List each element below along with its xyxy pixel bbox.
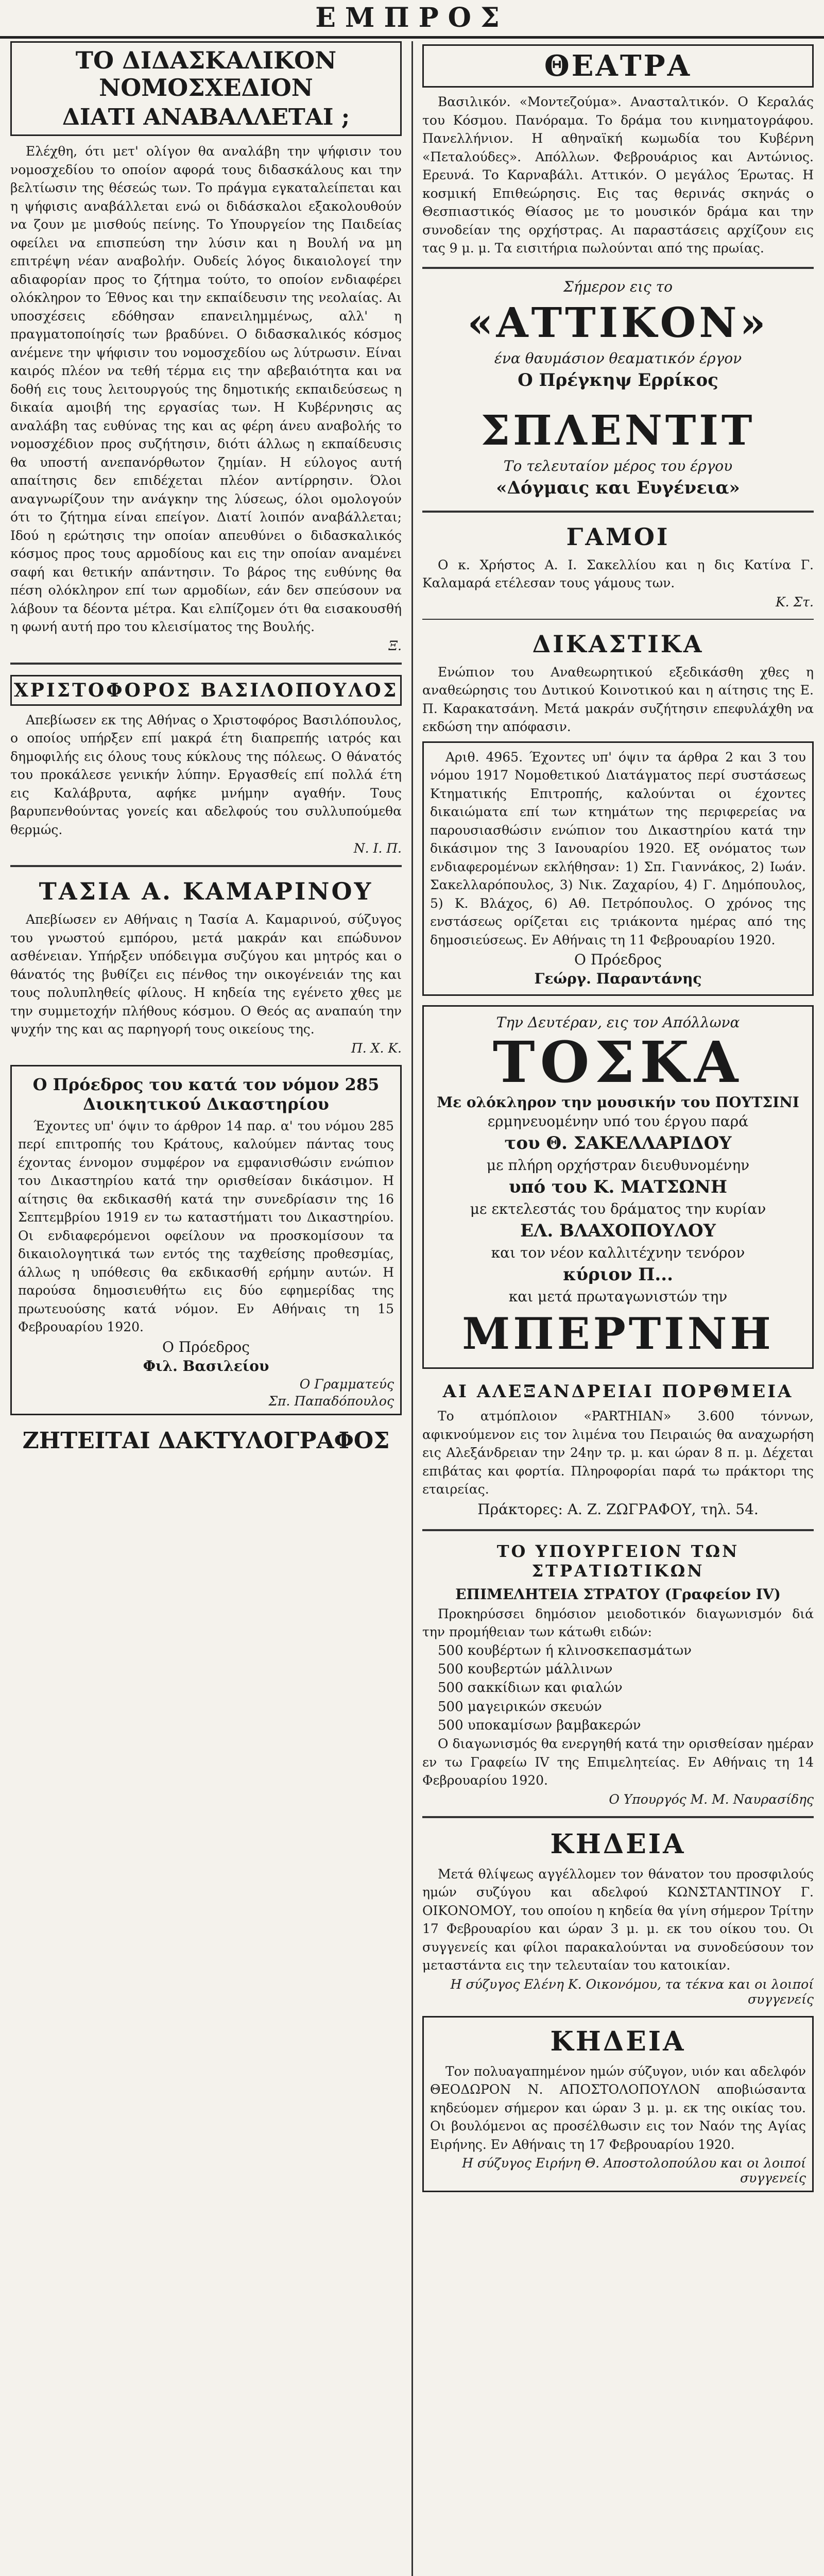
- divider: [422, 619, 814, 620]
- ministry-subtitle: ΕΠΙΜΕΛΗΤΕΙΑ ΣΤΡΑΤΟΥ (Γραφείον IV): [455, 1585, 781, 1603]
- divider: [422, 267, 814, 269]
- theatre-body: Βασιλικόν. «Μοντεζούμα». Ανασταλτικόν. Ο Κεραλάς του Κόσμου. Πανόραμα. Το δράμα του κινηματογράφου. Πανελλήνιον. Η αθηναϊκή κωμωδία του Κυβέρνη «Πεταλούδες». Απόλλων. Φεβρουάριος και Αντώνιος. Ερευνά. Το Καρναβάλι. Αττικόν. Ο μεγάλος Έρωτας. Η κοσμική Επιθεώρησις. Εις τας θερινάς σκηνάς ο Θεσπιαστικός Θίασος με το μουσικόν δράμα και την συνοδείαν της ορχήστρας. Αι παραστάσεις αρχίζουν εις τας 9 μ. μ. Τα εισιτήρια πωλούνται από της πρωίας.: [422, 94, 814, 256]
- court-notice: [10, 1065, 402, 1415]
- tosca-kicker: Την Δευτέραν, εις τον Απόλλωνα: [496, 1014, 740, 1031]
- column-rule: [411, 41, 413, 2576]
- tosca-title-2: ΜΠΕΡΤΙΝΗ: [462, 1308, 774, 1359]
- courts-notice: [422, 741, 814, 996]
- right-column: [422, 41, 814, 2576]
- obituary-signature: Ν. Ι. Π.: [353, 841, 402, 856]
- courts-name: Γεώργ. Παραντάνης: [534, 970, 702, 987]
- masthead: ΕΜΠΡΟΣ: [0, 0, 824, 39]
- tosca-singer: ΕΛ. ΒΛΑΧΟΠΟΥΛΟΥ: [520, 1221, 716, 1241]
- obituary-kamarinou: [10, 874, 402, 1056]
- attikon-today: Σήμερον εις το: [563, 278, 673, 295]
- splendit-film: «Δόγμαις και Ευγένεια»: [496, 477, 740, 498]
- editorial-signature: Ξ.: [388, 638, 402, 653]
- wanted-ad: [10, 1425, 402, 1457]
- divider: [10, 663, 402, 665]
- list-item: 500 μαγειρικών σκευών: [438, 1699, 602, 1715]
- divider: [422, 1816, 814, 1818]
- obituary-signature: Π. Χ. Κ.: [351, 1040, 402, 1056]
- theatre-title: ΘΕΑΤΡΑ: [422, 44, 814, 88]
- notice-title: Ο Πρόεδρος του κατά τον νόμον 285 Διοικητικού Δικαστηρίου: [32, 1074, 380, 1114]
- courts-body-2: Αριθ. 4965. Έχοντες υπ' όψιν τα άρθρα 2 και 3 του νόμου 1917 Νομοθετικού Διατάγματος περί συστάσεως Κτηματικής Επιτροπής, καλούνται οι έχοντες δικαιώματα επί των κτημάτων της περιφερείας να παρουσιασθώσιν ενώπιον του Δικαστηρίου κατά την δικάσιμον της 3 Ιανουαρίου 1920. Εξ ονόματος των ενδιαφερομένων εκλήθησαν: 1) Σπ. Γιαννάκος, 2) Ιωάν. Σακελλαρόπουλος, 3) Νικ. Ζαχαρίου, 4) Γ. Δημόπουλος, 5) Κ. Βλάχος, 6) Αθ. Πετρόπουλος. Ο χρόνος της ενστάσεως ορίζεται εις τριάκοντα ημέρας από της δημοσιεύσεως. Εν Αθήναις τη 11 Φεβρουαρίου 1920.: [430, 749, 806, 947]
- splendit-line: Το τελευταίον μέρος του έργου: [503, 457, 733, 474]
- funeral-body: Τον πολυαγαπημένον ημών σύζυγον, υιόν και αδελφόν ΘΕΟΔΩΡΟΝ Ν. ΑΠΟΣΤΟΛΟΠΟΥΛΟΝ αποβιώσαντα κηδεύομεν σήμερον και ώραν 3 μ. μ. εκ της οικίας του. Οι βουλόμενοι ας προσέλθωσιν εις τον Ναόν της Αγίας Ειρήνης. Εν Αθήναις τη 17 Φεβρουαρίου 1920.: [430, 2063, 806, 2152]
- divider: [10, 865, 402, 867]
- tosca-conductor: υπό του Κ. ΜΑΤΣΩΝΗ: [508, 1177, 728, 1197]
- list-item: 500 κουβερτών μάλλινων: [438, 1661, 613, 1677]
- attikon-name: «ΑΤΤΙΚΟΝ»: [467, 298, 769, 347]
- tosca-line-6: και μετά πρωταγωνιστών την: [508, 1288, 728, 1305]
- shipping-body: Το ατμόπλοιον «PARTHIAN» 3.600 τόννων, αφικνούμενον εις τον λιμένα του Πειραιώς θα αναχωρήση εις Αλεξάνδρειαν την 24ην τρ. μ. και ώραν 8 π. μ. Δέχεται επιβάτας και φορτία. Πληροφορίαι παρά τω πράκτορι της εταιρείας.: [422, 1409, 814, 1497]
- notice-role-secretary: Ο Γραμματεύς: [299, 1376, 394, 1392]
- theatre-section: [422, 41, 814, 258]
- ministry-title: ΤΟ ΥΠΟΥΡΓΕΙΟΝ ΤΩΝ ΣΤΡΑΤΙΩΤΙΚΩΝ: [496, 1541, 740, 1581]
- courts-body-1: Ενώπιον του Αναθεωρητικού εξεδικάσθη χθες η αναθεώρησις του Δυτικού Κοινοτικού και η αίτησις της Ε. Π. Καρακατσάνη. Μετά μακράν συζήτησιν επεφυλάχθη να εκδώση την απόφασιν.: [422, 664, 814, 734]
- editorial-body: Ελέχθη, ότι μετ' ολίγον θα αναλάβη την ψήφισιν του νομοσχεδίου το οποίον αφορά τους διδασκάλους και την βελτίωσιν της θέσεώς των. Το πράγμα εγκαταλείπεται και η ψήφισις αναβάλλεται ενώ οι διδάσκαλοι εξακολουθούν να ζουν με μισθούς πείνης. Το Υπουργείον της Παιδείας οφείλει να επισπεύση την λύσιν και η Βουλή να μη επιτρέψη νέαν αναβολήν. Ουδείς λόγος δικαιολογεί την αδιαφορίαν προς το ζήτημα τούτο, το οποίον ενδιαφέρει ολόκληρον το Έθνος και την εκπαίδευσιν της νεολαίας. Αι υποσχέσεις εδόθησαν επανειλημμένως, αλλ' η πραγματοποίησίς των βραδύνει. Ο διδασκαλικός κόσμος ανέμενε την ψήφισιν του νομοσχεδίου ως λύτρωσιν. Είναι καιρός πλέον να τεθή τέρμα εις την αβεβαιότητα και να δοθή εις τους λειτουργούς της δημοτικής εκπαιδεύσεως η δικαία αμοιβή της εργασίας των. Η Κυβέρνησις ας αναλάβη τας ευθύνας της και ας φέρη άνευ αναβολής το νομοσχέδιον προς συζήτησιν, διότι άλλως η εκπαίδευσις θα υποστή ανεπανόρθωτον ζημίαν. Η εύλογος αυτή απαίτησις δεν επιδέχεται πλέον αντίρρησιν. Όλοι αναγνωρίζουν την ανάγκην της λύσεως, όλοι ομολογούν ότι το ζήτημα είναι επείγον. Διατί λοιπόν αναβάλλεται; Ιδού η ερώτησις την οποίαν απευθύνει ο διδασκαλικός κόσμος προς τους αρμοδίους και εις την οποίαν αναμένει σαφή και θετικήν απάντησιν. Το βάρος της ευθύνης θα πέση ολόκληρον επί των αρμοδίων, εάν δεν σπεύσουν να λάβουν τα δέοντα μέτρα. Και ελπίζομεν ότι θα εισακουσθή η φωνή αυτή προ του κλεισίματος της Βουλής.: [10, 144, 402, 635]
- tosca-line-2: ερμηνευομένην υπό του έργου παρά: [487, 1113, 749, 1130]
- obituary-body: Απεβίωσεν εκ της Αθήνας ο Χριστοφόρος Βασιλόπουλος, ο οποίος υπήρξεν επί μακρά έτη διαπρεπής ιατρός και δημοφιλής εις όλους τους κύκλους της πόλεως. Ο θάνατός του προκάλεσε γενικήν λύπην. Εργασθείς επί πολλά έτη εις Καλάβρυτα, αφήκε μνήμην αγαθήν. Τους βαρυπενθούντας γονείς και αδελφούς του συλλυπούμεθα θερμώς.: [10, 712, 402, 837]
- weddings-body: Ο κ. Χρήστος Α. Ι. Σακελλίου και η δις Κατίνα Γ. Καλαμαρά ετέλεσαν τους γάμους των.: [422, 557, 814, 590]
- tosca-line-3: με πλήρη ορχήστραν διευθυνομένην: [486, 1157, 750, 1174]
- ministry-outro: Ο διαγωνισμός θα ενεργηθή κατά την ορισθείσαν ημέραν εν τω Γραφείω IV της Επιμελητείας. Εν Αθήναις τη 14 Φεβρουαρίου 1920.: [422, 1736, 814, 1788]
- splendit-name: ΣΠΛΕΝΤΙΤ: [480, 405, 756, 454]
- weddings-title: ΓΑΜΟΙ: [566, 522, 670, 551]
- ministry-intro: Προκηρύσσει δημόσιον μειοδοτικόν διαγωνισμόν διά την προμήθειαν των κάτωθι ειδών:: [422, 1606, 814, 1639]
- obituary-title: ΧΡΙΣΤΟΦΟΡΟΣ ΒΑΣΙΛΟΠΟΥΛΟΣ: [10, 675, 402, 706]
- notice-name-secretary: Σπ. Παπαδόπουλος: [268, 1393, 394, 1409]
- tosca-line-1: Με ολόκληρον την μουσικήν του ΠΟΥΤΣΙΝΙ: [437, 1094, 799, 1111]
- wanted-title: ΖΗΤΕΙΤΑΙ ΔΑΚΤΥΛΟΓΡΑΦΟΣ: [22, 1427, 390, 1454]
- notice-role: Ο Πρόεδρος: [162, 1338, 250, 1355]
- notice-name: Φιλ. Βασιλείου: [143, 1357, 269, 1375]
- courts-section: [422, 627, 814, 996]
- tosca-director: του Θ. ΣΑΚΕΛΛΑΡΙΔΟΥ: [504, 1133, 732, 1154]
- attikon-ad: [422, 276, 814, 394]
- shipping-title: ΑΙ ΑΛΕΞΑΝΔΡΕΙΑΙ ΠΟΡΘΜΕΙΑ: [442, 1381, 794, 1402]
- funeral-notice-2: [422, 2016, 814, 2193]
- divider: [422, 1529, 814, 1531]
- shipping-agent: Πράκτορες: Α. Ζ. ΖΩΓΡΑΦΟΥ, τηλ. 54.: [477, 1500, 759, 1518]
- obituary-body: Απεβίωσεν εν Αθήναις η Τασία Α. Καμαρινού, σύζυγος του γνωστού εμπόρου, μετά μακράν και επώδυνον ασθένειαν. Υπήρξεν υπόδειγμα συζύγου και μητρός και ο θάνατός της βυθίζει εις πένθος την οικογένειάν της και τους πολυπληθείς φίλους. Η κηδεία της εγένετο χθες με την συμμετοχήν πλήθους κόσμου. Ο Θεός ας αναπαύη την ψυχήν της και ας παρηγορή τους οικείους της.: [10, 912, 402, 1037]
- courts-title: ΔΙΚΑΣΤΙΚΑ: [532, 630, 704, 658]
- obituary-title: ΤΑΣΙΑ Α. ΚΑΜΑΡΙΝΟΥ: [39, 877, 373, 906]
- weddings-section: [422, 520, 814, 609]
- ministry-signature: Ο Υπουργός Μ. Μ. Ναυρασίδης: [609, 1791, 814, 1807]
- splendit-ad: [422, 403, 814, 501]
- tosca-title: ΤΟΣΚΑ: [492, 1029, 744, 1095]
- courts-role: Ο Πρόεδρος: [574, 951, 662, 968]
- attikon-line: ένα θαυμάσιον θεαματικόν έργον: [494, 349, 742, 367]
- funeral-title: ΚΗΔΕΙΑ: [550, 2025, 686, 2057]
- list-item: 500 σακκίδιων και φιαλών: [438, 1680, 623, 1696]
- funeral-body: Μετά θλίψεως αγγέλλομεν τον θάνατον του προσφιλούς ημών συζύγου και αδελφού ΚΩΝΣΤΑΝΤΙΝΟΥ Γ. ΟΙΚΟΝΟΜΟΥ, του οποίου η κηδεία θα γίνη σήμερον Τρίτην 17 Φεβρουαρίου και ώραν 3 μ. μ. εκ του οίκου του. Οι συγγενείς και φίλοι παρακαλούνται να συνοδεύσουν τον μεταστάντα εις την τελευταίαν του κατοικίαν.: [422, 1866, 814, 1973]
- funeral-notice-1: [422, 1825, 814, 2007]
- editorial-title: ΤΟ ΔΙΔΑΣΚΑΛΙΚΟΝ ΝΟΜΟΣΧΕΔΙΟΝ: [75, 46, 337, 101]
- funeral-family: Η σύζυγος Ειρήνη Θ. Αποστολοπούλου και οι λοιποί συγγενείς: [462, 2156, 806, 2186]
- list-item: 500 κουβέρτων ή κλινοσκεπασμάτων: [438, 1642, 692, 1658]
- tosca-line-4: με εκτελεστάς του δράματος την κυρίαν: [470, 1200, 766, 1217]
- editorial-headline: [10, 41, 402, 136]
- funeral-title: ΚΗΔΕΙΑ: [550, 1828, 686, 1860]
- weddings-signature: Κ. Στ.: [775, 594, 814, 609]
- tosca-ad: [422, 1005, 814, 1369]
- tosca-line-5: και τον νέον καλλιτέχνην τενόρον: [491, 1244, 745, 1261]
- tosca-tenor: κύριον Π...: [563, 1264, 673, 1285]
- obituary-vasilopoulos: [10, 672, 402, 856]
- left-column: [10, 41, 402, 2576]
- shipping-section: [422, 1378, 814, 1520]
- funeral-family: Η σύζυγος Ελένη Κ. Οικονόμου, τα τέκνα και οι λοιποί συγγενείς: [450, 1976, 814, 2007]
- editorial-subhead: ΔΙΑΤΙ ΑΝΑΒΑΛΛΕΤΑΙ ;: [62, 104, 350, 130]
- editorial-article: [10, 41, 402, 653]
- notice-body: Έχοντες υπ' όψιν το άρθρον 14 παρ. α' του νόμου 285 περί επιτροπής του Κράτους, καλούμεν πάντας τους έχοντας έννομον συμφέρον να εμφανισθώσιν ενώπιον του Δικαστηρίου κατά την ορισθείσαν δικάσιμον. Η αίτησις θα εκδικασθή κατά την συνεδρίασιν της 16 Σεπτεμβρίου 1919 εν τω καταστήματι του Δικαστηρίου. Οι ενδιαφερόμενοι οφείλουν να προσκομίσουν τα δικαιολογητικά των εντός της ταχθείσης προθεσμίας, άλλως η υπόθεσις θα εκδικασθή ερήμην αυτών. Η παρούσα δημοσιευθήτω εις δύο εφημερίδας της πρωτευούσης κατά νόμον. Εν Αθήναις τη 15 Φεβρουαρίου 1920.: [18, 1118, 394, 1335]
- ministry-notice: [422, 1538, 814, 1807]
- attikon-film: Ο Πρέγκηψ Ερρίκος: [518, 369, 718, 391]
- list-item: 500 υποκαμίσων βαμβακερών: [438, 1718, 641, 1734]
- divider: [422, 511, 814, 513]
